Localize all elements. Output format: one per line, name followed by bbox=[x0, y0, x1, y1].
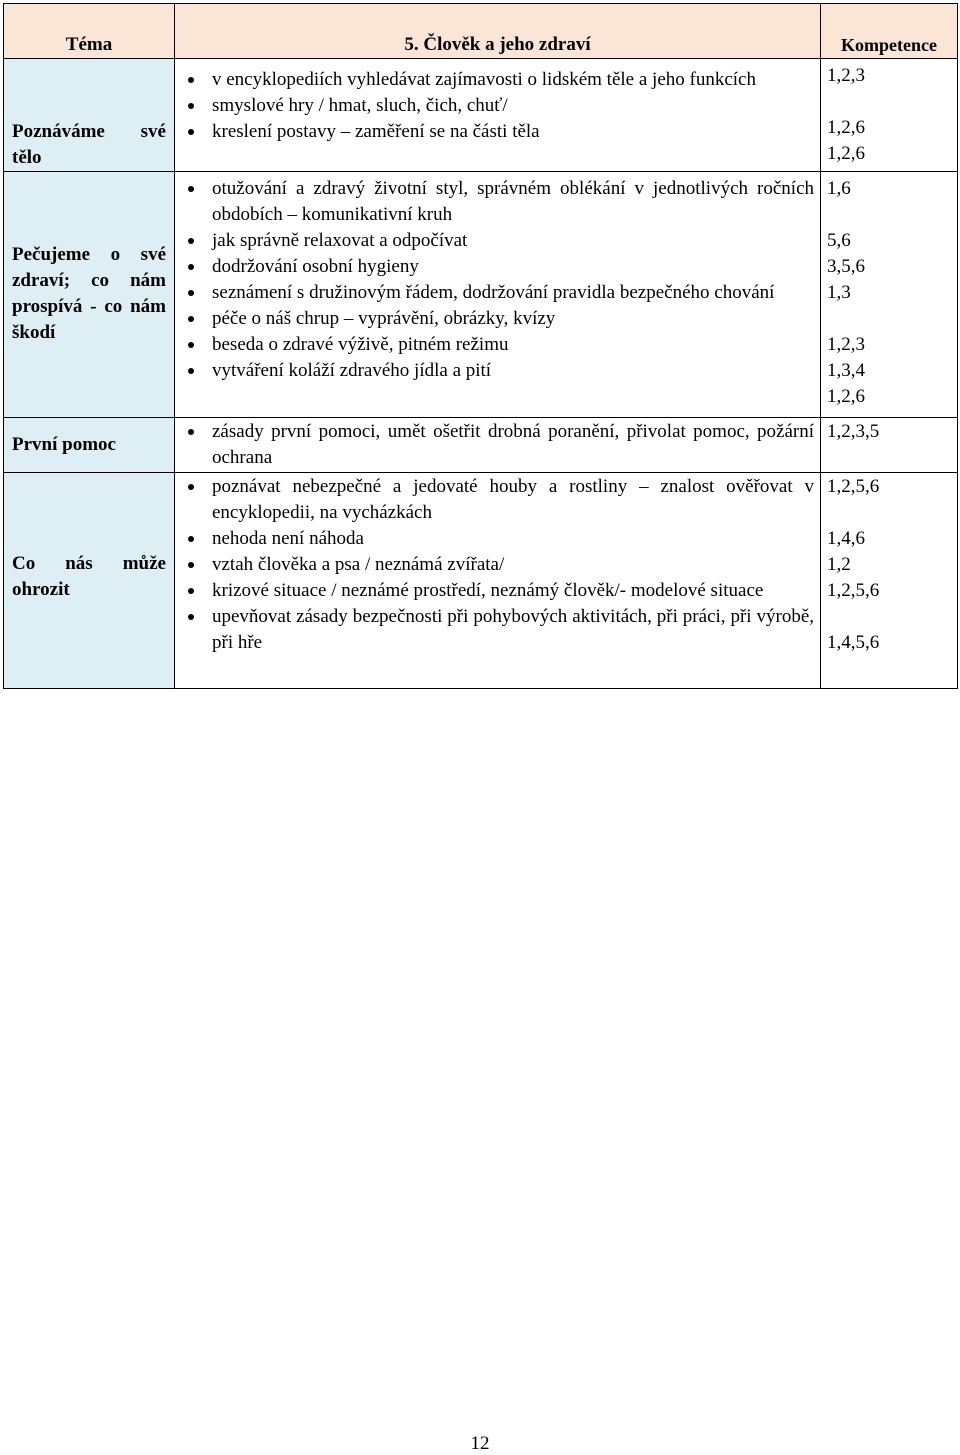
competence-value: 1,2,3 bbox=[827, 334, 865, 355]
list-item: v encyklopediích vyhledávat zajímavosti o lidském těle a jeho funkcích bbox=[175, 67, 820, 93]
bullet-list bbox=[175, 172, 820, 384]
topic-label: Pečujeme o své zdraví; co nám prospívá - co nám škodí bbox=[12, 244, 166, 343]
topic-cell bbox=[4, 418, 175, 473]
table-header-row bbox=[4, 4, 958, 59]
competence-value: 1,3,4 bbox=[827, 360, 865, 381]
content-cell bbox=[175, 473, 821, 689]
topic-cell bbox=[4, 172, 175, 418]
competence-value: 1,2 bbox=[827, 554, 851, 575]
list-item: smyslové hry / hmat, sluch, čich, chuť/ bbox=[175, 93, 820, 119]
list-item: zásady první pomoci, umět ošetřit drobná poranění, přivolat pomoc, požární ochrana bbox=[175, 419, 820, 471]
topic-cell bbox=[4, 59, 175, 172]
content-cell bbox=[175, 59, 821, 172]
competence-value: 1,2,5,6 bbox=[827, 580, 880, 601]
competence-value: 1,4,6 bbox=[827, 528, 865, 549]
competence-value: 3,5,6 bbox=[827, 256, 865, 277]
bullet-list bbox=[175, 473, 820, 656]
content-cell bbox=[175, 418, 821, 473]
section-row bbox=[4, 172, 958, 418]
list-item: krizové situace / neznámé prostředí, neznámý člověk/- modelové situace bbox=[175, 578, 820, 604]
list-item: vztah člověka a psa / neznámá zvířata/ bbox=[175, 552, 820, 578]
bullet-list bbox=[175, 418, 820, 471]
header-title: 5. Člověk a jeho zdraví bbox=[175, 4, 821, 59]
competence-cell bbox=[821, 172, 958, 418]
list-item: vytváření koláží zdravého jídla a pití bbox=[175, 358, 820, 384]
competence-value: 1,3 bbox=[827, 282, 851, 303]
topic-label: Co nás může ohrozit bbox=[12, 553, 166, 600]
section-row bbox=[4, 59, 958, 172]
section-row bbox=[4, 418, 958, 473]
list-item: upevňovat zásady bezpečnosti při pohybových aktivitách, při práci, při výrobě, při hře bbox=[175, 604, 820, 656]
list-item: péče o náš chrup – vyprávění, obrázky, kvízy bbox=[175, 306, 820, 332]
competence-value: 1,2,3,5 bbox=[827, 421, 880, 442]
list-item: jak správně relaxovat a odpočívat bbox=[175, 228, 820, 254]
competence-cell bbox=[821, 418, 958, 473]
header-competence: Kompetence bbox=[821, 4, 958, 59]
competence-value: 1,4,5,6 bbox=[827, 632, 880, 653]
competence-value: 1,2,6 bbox=[827, 143, 865, 164]
topic-label: První pomoc bbox=[12, 434, 116, 455]
list-item: kreslení postavy – zaměření se na části těla bbox=[175, 119, 820, 145]
section-row bbox=[4, 473, 958, 689]
curriculum-table bbox=[3, 3, 958, 689]
list-item: otužování a zdravý životní styl, správném oblékání v jednotlivých ročních obdobích – komunikativní kruh bbox=[175, 176, 820, 228]
competence-cell bbox=[821, 59, 958, 172]
topic-cell bbox=[4, 473, 175, 689]
competence-value: 1,6 bbox=[827, 178, 851, 199]
competence-value: 1,2,3 bbox=[827, 65, 865, 86]
page-number: 12 bbox=[470, 1433, 490, 1454]
list-item: seznámení s družinovým řádem, dodržování pravidla bezpečného chování bbox=[175, 280, 820, 306]
list-item: nehoda není náhoda bbox=[175, 526, 820, 552]
competence-value: 1,2,6 bbox=[827, 386, 865, 407]
list-item: poznávat nebezpečné a jedovaté houby a rostliny – znalost ověřovat v encyklopedii, na vycházkách bbox=[175, 474, 820, 526]
competence-value: 1,2,5,6 bbox=[827, 476, 880, 497]
competence-cell bbox=[821, 473, 958, 689]
content-cell bbox=[175, 172, 821, 418]
competence-value: 5,6 bbox=[827, 230, 851, 251]
list-item: beseda o zdravé výživě, pitném režimu bbox=[175, 332, 820, 358]
list-item: dodržování osobní hygieny bbox=[175, 254, 820, 280]
header-topic: Téma bbox=[4, 4, 175, 59]
bullet-list bbox=[175, 63, 820, 145]
topic-label: Poznáváme své tělo bbox=[12, 121, 166, 168]
competence-value: 1,2,6 bbox=[827, 117, 865, 138]
